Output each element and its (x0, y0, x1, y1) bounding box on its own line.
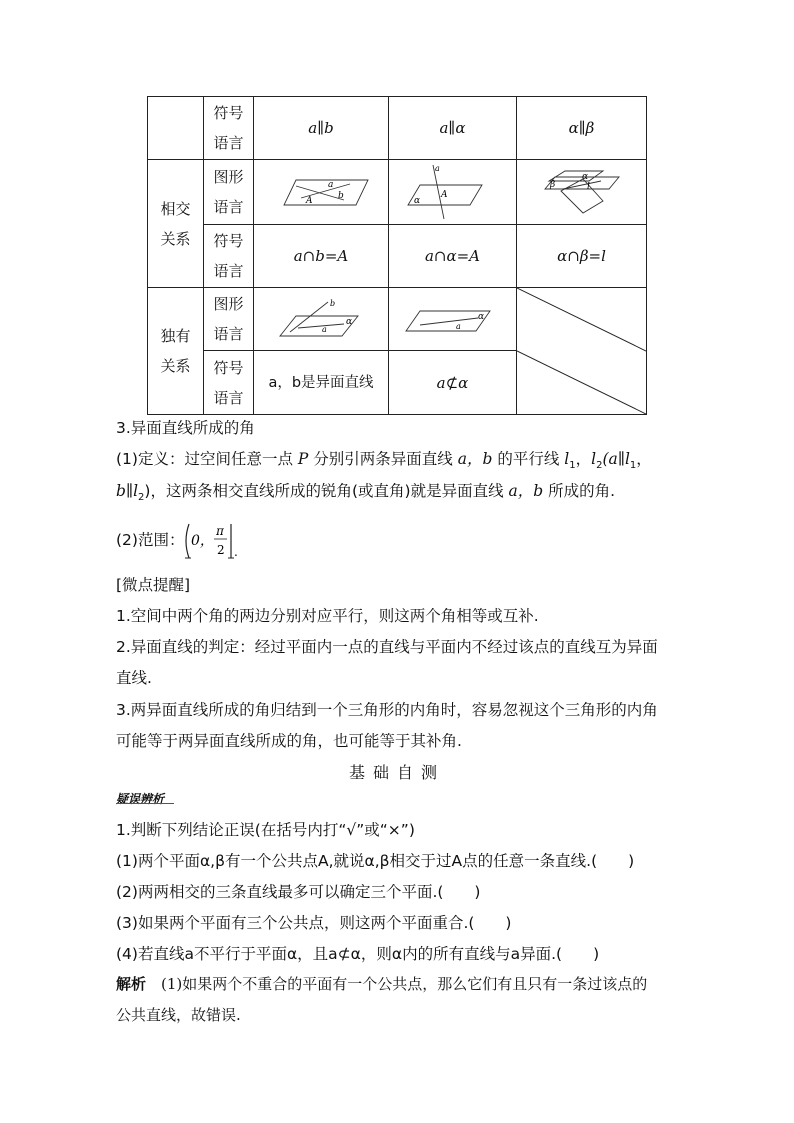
statement-2: (2)两两相交的三条直线最多可以确定三个平面.( ) (116, 883, 481, 901)
misconception-tag: 疑误辨析 (116, 792, 165, 806)
figure-language-label: 图形 语言 (204, 160, 254, 225)
planes-intersect-figure (517, 160, 647, 225)
figure-language-label: 图形 语言 (204, 288, 254, 351)
planes-intersect-symbol: α∩β=l (517, 225, 647, 288)
plane-plane-parallel-symbol: α∥β (517, 97, 647, 160)
section-title: 3.异面直线所成的角 (116, 419, 255, 437)
relation-table (147, 96, 647, 415)
definition-line-1: (1)定义：过空间任意一点 P 分别引两条异面直线 a，b 的平行线 $l_1$，$l_2(a\parallel l_1$， (116, 450, 652, 472)
statement-4: (4)若直线a不平行于平面α，且a⊄α，则α内的所有直线与a异面.( ) (116, 945, 600, 963)
definition-line-2: $b\parallel l_2$)，这两条相交直线所成的锐角(或直角)就是异面直线 a，b 所成的角. (116, 482, 616, 504)
symbol-language-label: 符号 语言 (204, 97, 254, 160)
svg-text:l: l (586, 182, 590, 192)
svg-text:2: 2 (217, 543, 225, 557)
svg-text:a: a (434, 164, 440, 173)
symbol-language-label: 符号 语言 (204, 225, 254, 288)
svg-text:A: A (306, 196, 313, 206)
tag-underline (116, 803, 174, 804)
range-interval (181, 520, 241, 562)
svg-text:a: a (328, 180, 334, 190)
skew-lines-text: a，b是异面直线 (254, 351, 389, 415)
line-in-plane-figure (389, 288, 517, 351)
table-row (148, 225, 647, 288)
line-not-in-plane-symbol: a⊄α (389, 351, 517, 415)
answer-line-2: 公共直线，故错误. (116, 1006, 241, 1024)
svg-text:α: α (413, 196, 420, 206)
table-row (148, 288, 647, 351)
svg-text:b: b (330, 299, 336, 308)
self-test-title: 基础自测 (348, 763, 445, 782)
range-line: (2)范围： (116, 531, 185, 549)
tip-2-b: 直线. (116, 669, 152, 687)
svg-text:0，: 0， (191, 533, 214, 549)
empty-cell (148, 97, 204, 160)
answer-label: 解析 (116, 975, 147, 993)
question-1: 1.判断下列结论正误(在括号内打“√”或“×”) (116, 821, 415, 839)
svg-text:b: b (338, 191, 344, 201)
svg-text:α: α (477, 312, 484, 322)
svg-text:α: α (581, 172, 588, 182)
tips-header: [微点提醒] (116, 576, 191, 594)
svg-text:a: a (455, 322, 461, 331)
skew-lines-figure (254, 288, 389, 351)
tip-3-b: 可能等于两异面直线所成的角，也可能等于其补角. (116, 732, 462, 750)
svg-text:.: . (234, 545, 238, 559)
na-diagonal-cell (517, 288, 647, 415)
unique-relation-label: 独有 关系 (148, 288, 204, 415)
intersecting-lines-figure (254, 160, 389, 225)
tip-2-a: 2.异面直线的判定：经过平面内一点的直线与平面内不经过该点的直线互为异面 (116, 638, 658, 656)
line-plane-parallel-symbol: a∥α (389, 97, 517, 160)
svg-text:β: β (549, 180, 555, 190)
svg-text:π: π (216, 524, 224, 538)
lines-intersect-symbol: a∩b=A (254, 225, 389, 288)
table-row (148, 97, 647, 160)
svg-text:α: α (346, 317, 353, 327)
line-plane-intersect-symbol: a∩α=A (389, 225, 517, 288)
table-row (148, 160, 647, 225)
tip-3-a: 3.两异面直线所成的角归结到一个三角形的内角时，容易忽视这个三角形的内角 (116, 701, 658, 719)
statement-1: (1)两个平面α,β有一个公共点A,就说α,β相交于过A点的任意一条直线.( ) (116, 852, 635, 870)
parallel-lines-symbol: a∥b (254, 97, 389, 160)
symbol-language-label: 符号 语言 (204, 351, 254, 415)
svg-text:a: a (322, 325, 327, 334)
tip-1: 1.空间中两个角的两边分别对应平行，则这两个角相等或互补. (116, 607, 539, 625)
line-plane-intersect-figure (389, 160, 517, 225)
svg-text:A: A (440, 190, 447, 200)
statement-3: (3)如果两个平面有三个公共点，则这两个平面重合.( ) (116, 914, 512, 932)
intersect-relation-label: 相交 关系 (148, 160, 204, 288)
answer-line-1: 解析 (1)如果两个不重合的平面有一个公共点，那么它们有且只有一条过该点的 (116, 975, 648, 993)
